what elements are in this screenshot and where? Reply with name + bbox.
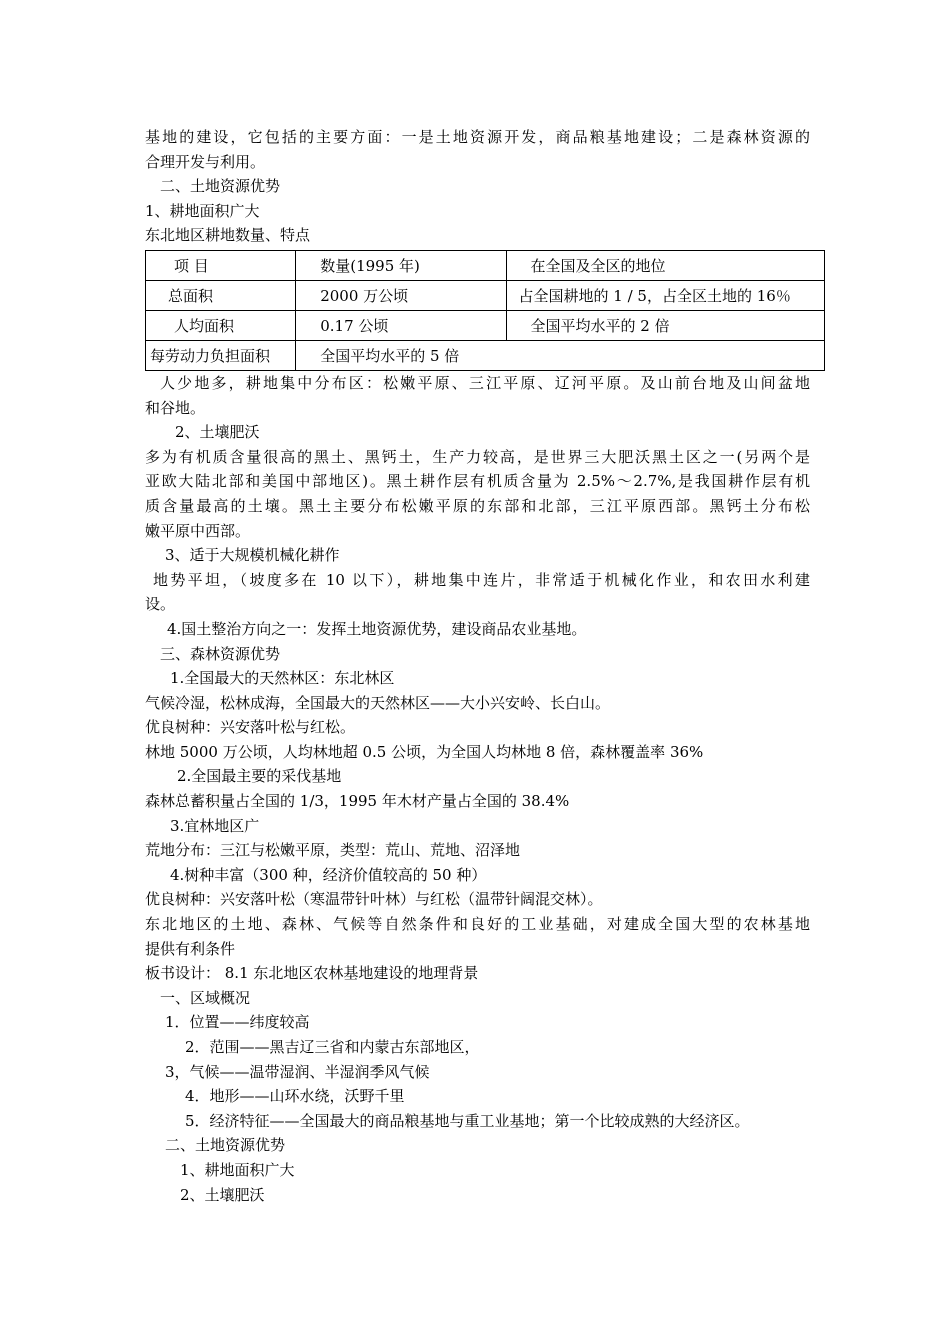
text-line: 4.国土整治方向之一：发挥土地资源优势，建设商品农业基地。 bbox=[167, 619, 587, 638]
text-line: 1.全国最大的天然林区：东北林区 bbox=[170, 669, 395, 688]
text-line: 和谷地。 bbox=[145, 398, 206, 417]
text-line: 二、土地资源优势 bbox=[160, 177, 281, 196]
text-line: 2．范围——黑吉辽三省和内蒙古东部地区， bbox=[185, 1038, 480, 1056]
table-header-cell: 数量(1995 年) bbox=[296, 250, 506, 280]
text-line: 1、耕地面积广大 bbox=[145, 201, 260, 220]
farmland-table bbox=[145, 250, 825, 371]
table-header-cell: 在全国及全区的地位 bbox=[506, 250, 824, 280]
text-line: 地势平坦，（坡度多在 10 以下），耕地集中连片，非常适于机械化作业，和农田水利建 bbox=[153, 570, 810, 589]
table-cell: 0.17 公顷 bbox=[296, 310, 506, 340]
text-line: 3，气候——温带湿润、半湿润季风气候 bbox=[165, 1062, 430, 1081]
text-line: 人少地多，耕地集中分布区：松嫩平原、三江平原、辽河平原。及山前台地及山间盆地 bbox=[160, 373, 810, 392]
text-line: 4.树种丰富（300 种，经济价值较高的 50 种） bbox=[170, 865, 487, 884]
table-header-cell: 项 目 bbox=[146, 250, 296, 280]
table-cell: 总面积 bbox=[146, 280, 296, 310]
table-row bbox=[146, 280, 825, 310]
text-line: 4．地形——山环水绕，沃野千里 bbox=[185, 1087, 405, 1106]
text-line: 优良树种：兴安落叶松与红松。 bbox=[145, 718, 356, 737]
text-line: 1．位置——纬度较高 bbox=[165, 1013, 310, 1032]
text-line: 2、土壤肥沃 bbox=[175, 423, 260, 442]
table-cell: 全国平均水平的 2 倍 bbox=[506, 310, 824, 340]
text-line: 林地 5000 万公顷，人均林地超 0.5 公顷，为全国人均林地 8 倍，森林覆盖率 36% bbox=[145, 742, 704, 761]
text-line: 基地的建设，它包括的主要方面：一是土地资源开发，商品粮基地建设；二是森林资源的 bbox=[145, 128, 810, 146]
text-line: 亚欧大陆北部和美国中部地区)。黑土耕作层有机质含量为 2.5%～2.7%,是我国耕作层有机 bbox=[145, 472, 810, 491]
text-line: 一、区域概况 bbox=[160, 988, 251, 1007]
text-line: 荒地分布：三江与松嫩平原，类型：荒山、荒地、沼泽地 bbox=[145, 841, 521, 860]
text-line: 三、森林资源优势 bbox=[160, 644, 281, 663]
text-line: 3、适于大规模机械化耕作 bbox=[165, 546, 340, 565]
bottom-paragraphs bbox=[145, 371, 810, 1207]
table-cell: 每劳动力负担面积 bbox=[146, 340, 296, 370]
text-line: 3.宜林地区广 bbox=[170, 816, 260, 835]
text-line: 优良树种：兴安落叶松（寒温带针叶林）与红松（温带针阔混交林）。 bbox=[145, 890, 603, 909]
text-line: 气候冷湿，松林成海，全国最大的天然林区——大小兴安岭、长白山。 bbox=[145, 693, 611, 712]
text-line: 东北地区的土地、森林、气候等自然条件和良好的工业基础，对建成全国大型的农林基地 bbox=[145, 915, 810, 934]
table-cell: 2000 万公顷 bbox=[296, 280, 506, 310]
text-line: 5．经济特征——全国最大的商品粮基地与重工业基地；第一个比较成熟的大经济区。 bbox=[185, 1111, 750, 1130]
text-line: 二、土地资源优势 bbox=[165, 1136, 286, 1155]
text-line: 东北地区耕地数量、特点 bbox=[145, 226, 311, 245]
text-line: 1、耕地面积广大 bbox=[180, 1160, 295, 1179]
table-cell: 人均面积 bbox=[146, 310, 296, 340]
text-line: 合理开发与利用。 bbox=[145, 152, 266, 171]
table-cell: 全国平均水平的 5 倍 bbox=[296, 340, 825, 370]
table-cell: 占全国耕地的 1 / 5，占全区土地的 16％ bbox=[506, 280, 824, 310]
text-line: 多为有机质含量很高的黑土、黑钙土，生产力较高，是世界三大肥沃黑土区之一(另两个是 bbox=[145, 447, 810, 466]
document-body bbox=[145, 125, 810, 1207]
top-paragraphs bbox=[145, 125, 810, 248]
text-line: 2、土壤肥沃 bbox=[180, 1185, 265, 1204]
text-line: 2.全国最主要的采伐基地 bbox=[177, 767, 342, 786]
text-line: 设。 bbox=[145, 595, 176, 614]
table-row bbox=[146, 310, 825, 340]
table-header-row bbox=[146, 250, 825, 280]
text-line: 森林总蓄积量占全国的 1/3，1995 年木材产量占全国的 38.4% bbox=[145, 792, 570, 811]
text-line: 嫩平原中西部。 bbox=[145, 521, 251, 540]
table-row bbox=[146, 340, 825, 370]
text-line: 提供有利条件 bbox=[145, 939, 236, 958]
text-line: 质含量最高的土壤。黑土主要分布松嫩平原的东部和北部，三江平原西部。黑钙土分布松 bbox=[145, 496, 810, 515]
text-line: 板书设计： 8.1 东北地区农林基地建设的地理背景 bbox=[145, 964, 479, 983]
